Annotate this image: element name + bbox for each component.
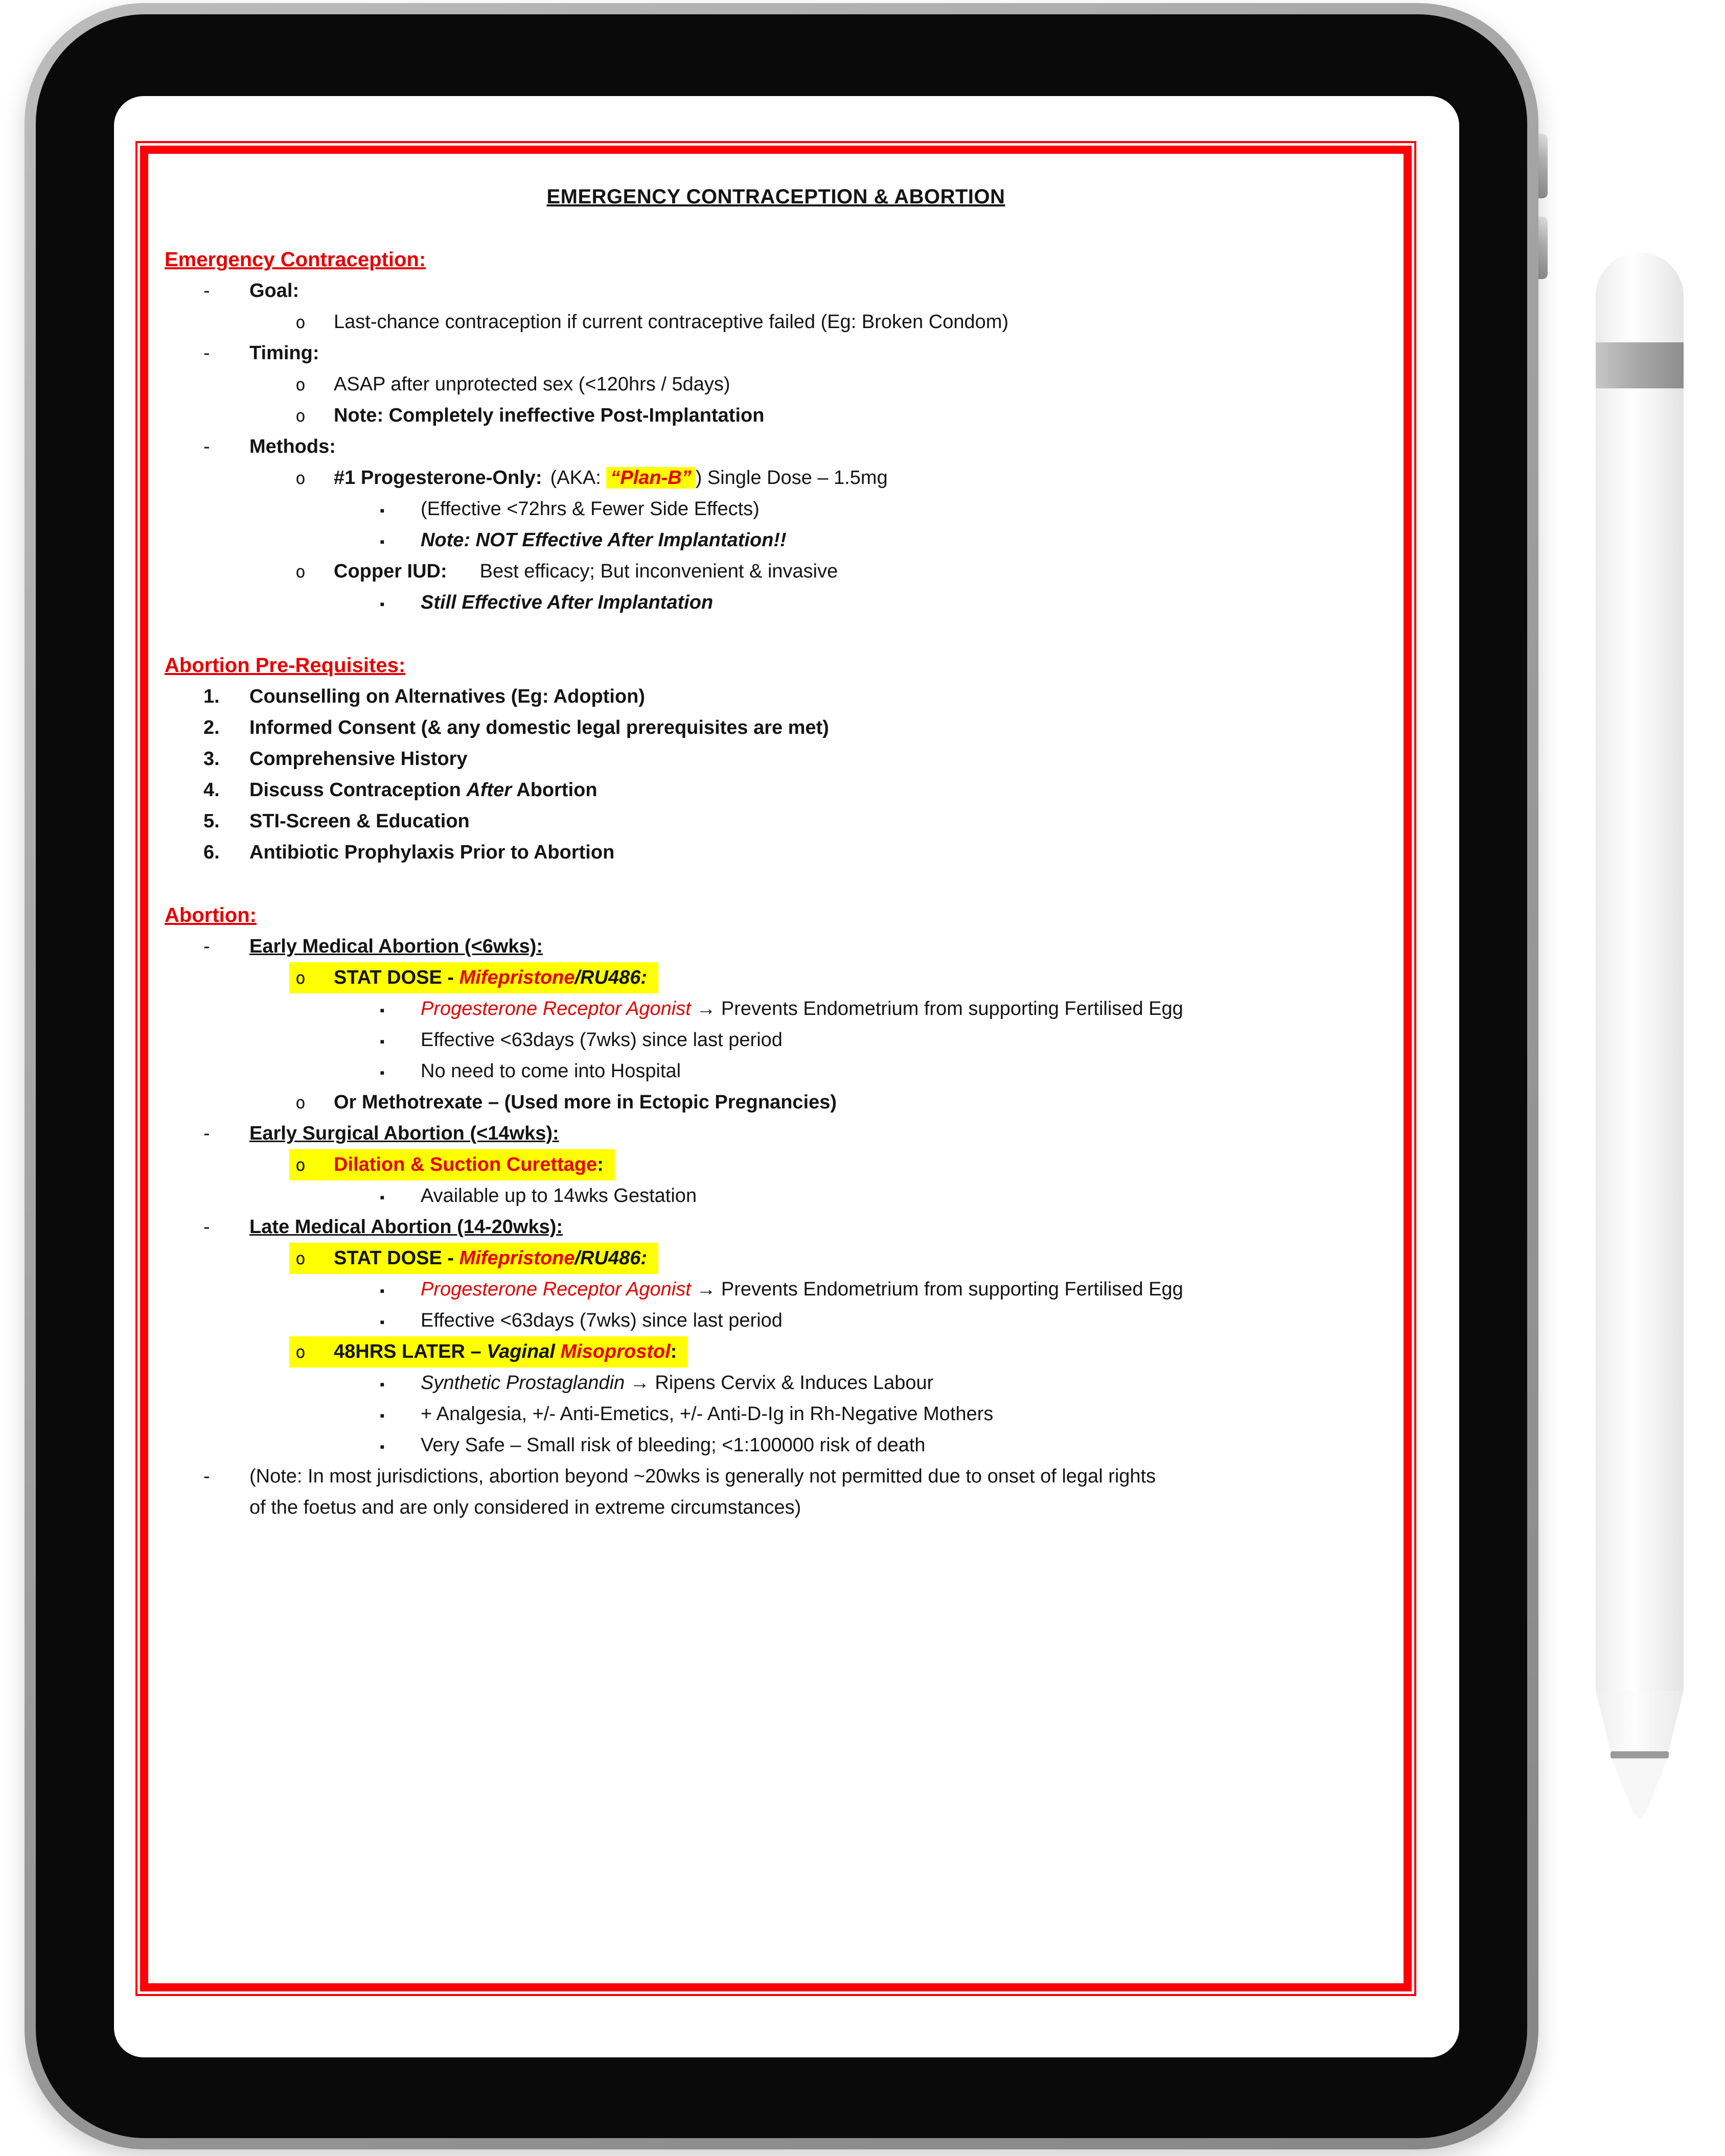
square-bullet: ▪ bbox=[380, 1439, 385, 1454]
circle-bullet: o bbox=[295, 375, 306, 395]
prereq-item-2 bbox=[148, 712, 1404, 744]
dilation-colon: : bbox=[597, 1154, 604, 1175]
line-stat-dose-1 bbox=[148, 962, 1404, 993]
stat-dose-label: STAT DOSE - bbox=[334, 967, 459, 988]
prereq-4-after-italic: After bbox=[466, 779, 512, 801]
list-number: 1. bbox=[203, 686, 220, 707]
methods-label: Methods: bbox=[249, 436, 336, 457]
mifepristone-text: Mifepristone bbox=[459, 1247, 575, 1269]
line-jurisdiction-note-2 bbox=[148, 1492, 1404, 1523]
mifepristone-text: Mifepristone bbox=[459, 967, 575, 988]
page-title-row bbox=[148, 167, 1404, 213]
dilation-suction-text: Dilation & Suction Curettage bbox=[334, 1154, 597, 1175]
jurisdiction-note-line1: (Note: In most jurisdictions, abortion beyond ~20wks is generally not permitted due to onset of legal rights bbox=[249, 1466, 1156, 1487]
progesterone-only-text bbox=[334, 462, 888, 494]
list-number: 3. bbox=[203, 748, 220, 770]
stat-dose-label: STAT DOSE - bbox=[334, 1247, 459, 1269]
line-eff63-1 bbox=[148, 1025, 1404, 1056]
ru486-text: /RU486: bbox=[574, 1247, 647, 1269]
dilation-highlight bbox=[289, 1149, 615, 1180]
vaginal-text: Vaginal bbox=[487, 1341, 561, 1362]
line-late-medical-abortion bbox=[148, 1212, 1404, 1243]
timing-asap-text: ASAP after unprotected sex (<120hrs / 5days) bbox=[334, 374, 730, 395]
square-bullet: ▪ bbox=[380, 1314, 385, 1330]
copper-iud-label: Copper IUD: bbox=[334, 561, 447, 582]
page-title: EMERGENCY CONTRACEPTION & ABORTION bbox=[546, 186, 1005, 208]
section-heading-emergency-contraception: Emergency Contraception: bbox=[165, 248, 426, 271]
circle-bullet: o bbox=[295, 406, 306, 426]
pra-effect-text: → Prevents Endometrium from supporting Fertilised Egg bbox=[691, 998, 1183, 1019]
still-effective-text: Still Effective After Implantation bbox=[421, 592, 714, 613]
line-not-effective-note bbox=[148, 525, 1404, 556]
dash-bullet: - bbox=[203, 1466, 210, 1487]
line-still-effective bbox=[148, 587, 1404, 618]
pencil-body bbox=[1596, 252, 1684, 1691]
list-number: 2. bbox=[203, 717, 220, 738]
prereq-item-3 bbox=[148, 744, 1404, 775]
late-medical-abortion-heading: Late Medical Abortion (14-20wks): bbox=[249, 1216, 563, 1238]
line-eff63-2 bbox=[148, 1305, 1404, 1336]
square-bullet: ▪ bbox=[380, 1377, 385, 1392]
stat-dose-highlight bbox=[289, 1243, 658, 1274]
line-goal-label bbox=[148, 275, 1404, 307]
line-early-medical-abortion bbox=[148, 931, 1404, 962]
very-safe-text: Very Safe – Small risk of bleeding; <1:100000 risk of death bbox=[421, 1434, 926, 1456]
dash-bullet: - bbox=[203, 1123, 210, 1144]
dash-bullet: - bbox=[203, 436, 210, 457]
circle-bullet: o bbox=[295, 1342, 306, 1362]
line-analgesia bbox=[148, 1399, 1404, 1430]
copper-iud-desc: Best efficacy; But inconvenient & invasive bbox=[479, 561, 838, 582]
list-number: 6. bbox=[203, 842, 220, 863]
available-14wks-text: Available up to 14wks Gestation bbox=[421, 1185, 697, 1207]
progesterone-only-label: #1 Progesterone-Only: bbox=[334, 467, 542, 489]
square-bullet: ▪ bbox=[380, 1034, 385, 1049]
section-heading-abortion: Abortion: bbox=[165, 904, 257, 926]
line-effective-72hrs bbox=[148, 494, 1404, 525]
pra-effect-text: → Prevents Endometrium from supporting Fertilised Egg bbox=[691, 1279, 1183, 1300]
square-bullet: ▪ bbox=[380, 1190, 385, 1205]
line-early-surgical-abortion bbox=[148, 1118, 1404, 1149]
line-methotrexate bbox=[148, 1087, 1404, 1118]
goal-label: Goal: bbox=[249, 280, 300, 302]
ripens-cervix-text: → Ripens Cervix & Induces Labour bbox=[625, 1372, 934, 1394]
prereq-1-text: Counselling on Alternatives (Eg: Adoption) bbox=[249, 686, 646, 707]
early-surgical-abortion-heading: Early Surgical Abortion (<14wks): bbox=[249, 1123, 559, 1144]
line-progesterone-only bbox=[148, 462, 1404, 494]
document-page bbox=[135, 141, 1416, 1996]
line-dilation-suction bbox=[148, 1149, 1404, 1180]
dash-bullet: - bbox=[203, 936, 210, 957]
square-bullet: ▪ bbox=[380, 1283, 385, 1299]
line-no-hospital bbox=[148, 1056, 1404, 1087]
plan-b-highlight: “Plan-B” bbox=[606, 467, 695, 489]
methotrexate-text: Or Methotrexate – (Used more in Ectopic Pregnancies) bbox=[334, 1092, 837, 1113]
line-goal-text bbox=[148, 307, 1404, 338]
prereq-item-4 bbox=[148, 775, 1404, 806]
line-timing-note bbox=[148, 400, 1404, 431]
square-bullet: ▪ bbox=[380, 534, 385, 549]
prereq-4-text bbox=[249, 775, 597, 806]
dash-bullet: - bbox=[203, 1216, 210, 1238]
prereq-item-6 bbox=[148, 837, 1404, 868]
circle-bullet: o bbox=[295, 312, 306, 332]
line-synthetic-prostaglandin bbox=[148, 1367, 1404, 1399]
effective-72hrs-text: (Effective <72hrs & Fewer Side Effects) bbox=[421, 498, 760, 520]
misoprostol-text: Misoprostol bbox=[560, 1341, 671, 1362]
analgesia-text: + Analgesia, +/- Anti-Emetics, +/- Anti-D-Ig in Rh-Negative Mothers bbox=[421, 1403, 994, 1425]
line-48hrs-later bbox=[148, 1336, 1404, 1367]
line-pra-1 bbox=[148, 993, 1404, 1025]
circle-bullet: o bbox=[295, 1248, 306, 1268]
square-bullet: ▪ bbox=[380, 596, 385, 612]
prereq-3-text: Comprehensive History bbox=[249, 748, 468, 770]
document-page-border bbox=[140, 146, 1412, 1991]
goal-text: Last-chance contraception if current contraceptive failed (Eg: Broken Condom) bbox=[334, 311, 1009, 333]
prereq-item-1 bbox=[148, 681, 1404, 712]
progesterone-receptor-agonist: Progesterone Receptor Agonist bbox=[421, 998, 691, 1019]
circle-bullet: o bbox=[295, 968, 306, 988]
prereq-5-text: STI-Screen & Education bbox=[249, 810, 470, 832]
synthetic-prostaglandin-italic: Synthetic Prostaglandin bbox=[421, 1372, 625, 1394]
dash-bullet: - bbox=[203, 280, 210, 302]
line-very-safe bbox=[148, 1430, 1404, 1461]
square-bullet: ▪ bbox=[380, 1003, 385, 1018]
line-timing-asap bbox=[148, 369, 1404, 400]
square-bullet: ▪ bbox=[380, 503, 385, 518]
line-pra-2 bbox=[148, 1274, 1404, 1305]
prereq-item-5 bbox=[148, 806, 1404, 837]
pencil-taper bbox=[1596, 1691, 1684, 1751]
list-number: 5. bbox=[203, 810, 220, 832]
prereq-6-text: Antibiotic Prophylaxis Prior to Abortion bbox=[249, 842, 615, 863]
line-copper-iud bbox=[148, 556, 1404, 587]
circle-bullet: o bbox=[295, 1093, 306, 1112]
pra-2-text bbox=[421, 1274, 1183, 1305]
timing-note-text: Note: Completely ineffective Post-Implantation bbox=[334, 405, 765, 426]
line-available-14wks bbox=[148, 1180, 1404, 1212]
square-bullet: ▪ bbox=[380, 1408, 385, 1423]
progesterone-receptor-agonist: Progesterone Receptor Agonist bbox=[421, 1279, 691, 1300]
48hrs-later-label: 48HRS LATER – bbox=[334, 1341, 487, 1362]
pencil-band bbox=[1596, 342, 1684, 388]
early-medical-abortion-heading: Early Medical Abortion (<6wks): bbox=[249, 936, 543, 957]
prereq-2-text: Informed Consent (& any domestic legal prerequisites are met) bbox=[249, 717, 829, 738]
pencil-stylus bbox=[1596, 252, 1684, 1821]
pencil-tip-ring bbox=[1611, 1751, 1669, 1758]
aka-pre: (AKA: bbox=[550, 467, 607, 489]
circle-bullet: o bbox=[295, 468, 306, 488]
circle-bullet: o bbox=[295, 1155, 306, 1175]
timing-label: Timing: bbox=[249, 342, 319, 364]
ru486-text: /RU486: bbox=[574, 967, 647, 988]
section-heading-abortion-prerequisites: Abortion Pre-Requisites: bbox=[165, 654, 406, 677]
dash-bullet: - bbox=[203, 342, 210, 364]
prereq-4-pre: Discuss Contraception bbox=[249, 779, 467, 801]
synthetic-prostaglandin-text bbox=[421, 1367, 933, 1399]
tablet-screen[interactable] bbox=[114, 96, 1459, 2057]
48hrs-later-highlight bbox=[289, 1336, 688, 1367]
circle-bullet: o bbox=[295, 562, 306, 582]
jurisdiction-note-line2: of the foetus and are only considered in extreme circumstances) bbox=[249, 1497, 801, 1518]
pra-1-text bbox=[421, 993, 1183, 1025]
square-bullet: ▪ bbox=[380, 1065, 385, 1080]
prereq-4-post: Abortion bbox=[512, 779, 597, 801]
pencil-tip bbox=[1611, 1758, 1669, 1819]
line-methods-label bbox=[148, 431, 1404, 462]
misoprostol-colon: : bbox=[670, 1341, 677, 1362]
line-timing-label bbox=[148, 338, 1404, 369]
single-dose-text: ) Single Dose – 1.5mg bbox=[695, 467, 888, 489]
copper-iud-text bbox=[334, 556, 838, 587]
stat-dose-highlight bbox=[289, 962, 658, 993]
tablet-frame bbox=[25, 3, 1538, 2149]
eff63-1-text: Effective <63days (7wks) since last period bbox=[421, 1029, 783, 1051]
not-effective-note-text: Note: NOT Effective After Implantation!! bbox=[421, 529, 787, 551]
line-jurisdiction-note-1 bbox=[148, 1461, 1404, 1492]
line-stat-dose-2 bbox=[148, 1243, 1404, 1274]
eff63-2-text: Effective <63days (7wks) since last period bbox=[421, 1310, 783, 1331]
no-hospital-text: No need to come into Hospital bbox=[421, 1060, 681, 1082]
list-number: 4. bbox=[203, 779, 220, 801]
